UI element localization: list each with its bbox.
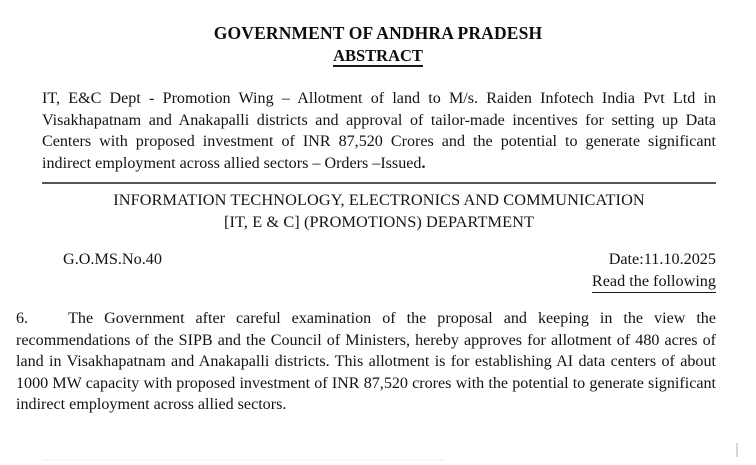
- section-divider: [42, 182, 716, 184]
- abstract-terminator: .: [421, 154, 426, 172]
- date-block: [592, 249, 716, 293]
- department-line-1: INFORMATION TECHNOLOGY, ELECTRONICS AND COMMUNICATION: [113, 190, 645, 209]
- go-number: G.O.MS.No.40: [63, 250, 162, 268]
- order-meta-row: [42, 249, 716, 293]
- order-date: Date:11.10.2025: [608, 250, 716, 268]
- department-block: [42, 189, 716, 232]
- scan-edge-artifact: [736, 443, 738, 457]
- clause-6-body: [16, 308, 716, 416]
- read-the-following-label: Read the following: [592, 271, 716, 293]
- clause-6: [16, 308, 716, 416]
- page-title: GOVERNMENT OF ANDHRA PRADESH: [213, 23, 543, 43]
- department-line-2: [IT, E & C] (PROMOTIONS) DEPARTMENT: [223, 211, 535, 231]
- clause-6-number: 6.: [16, 310, 29, 327]
- abstract-paragraph: [42, 88, 716, 174]
- clipped-footer-fragment: ——————————————————————————: [42, 451, 445, 463]
- abstract-text: IT, E&C Dept - Promotion Wing – Allotment of land to M/s. Raiden Infotech India Pvt Ltd in Visakhapatnam and Anakapalli districts and approval of tailor-made incentives for setting up Data Centers with proposed investment of INR 87,520 Crores and the potential to generate significant indirect employment across allied sectors – Orders –Issued: [42, 90, 716, 172]
- abstract-heading: ABSTRACT: [333, 47, 423, 67]
- masthead: [0, 24, 756, 67]
- clause-6-text: The Government after careful examination of the proposal and keeping in the view the recommendations of the SIPB and the Council of Ministers, hereby approves for allotment of 480 acres of land in Visakhapatnam and Anakapalli districts. This allotment is for establishing AI data centers of about 1000 MW capacity with proposed investment of INR 87,520 crores with the potential to generate significant indirect employment across allied sectors.: [16, 310, 716, 414]
